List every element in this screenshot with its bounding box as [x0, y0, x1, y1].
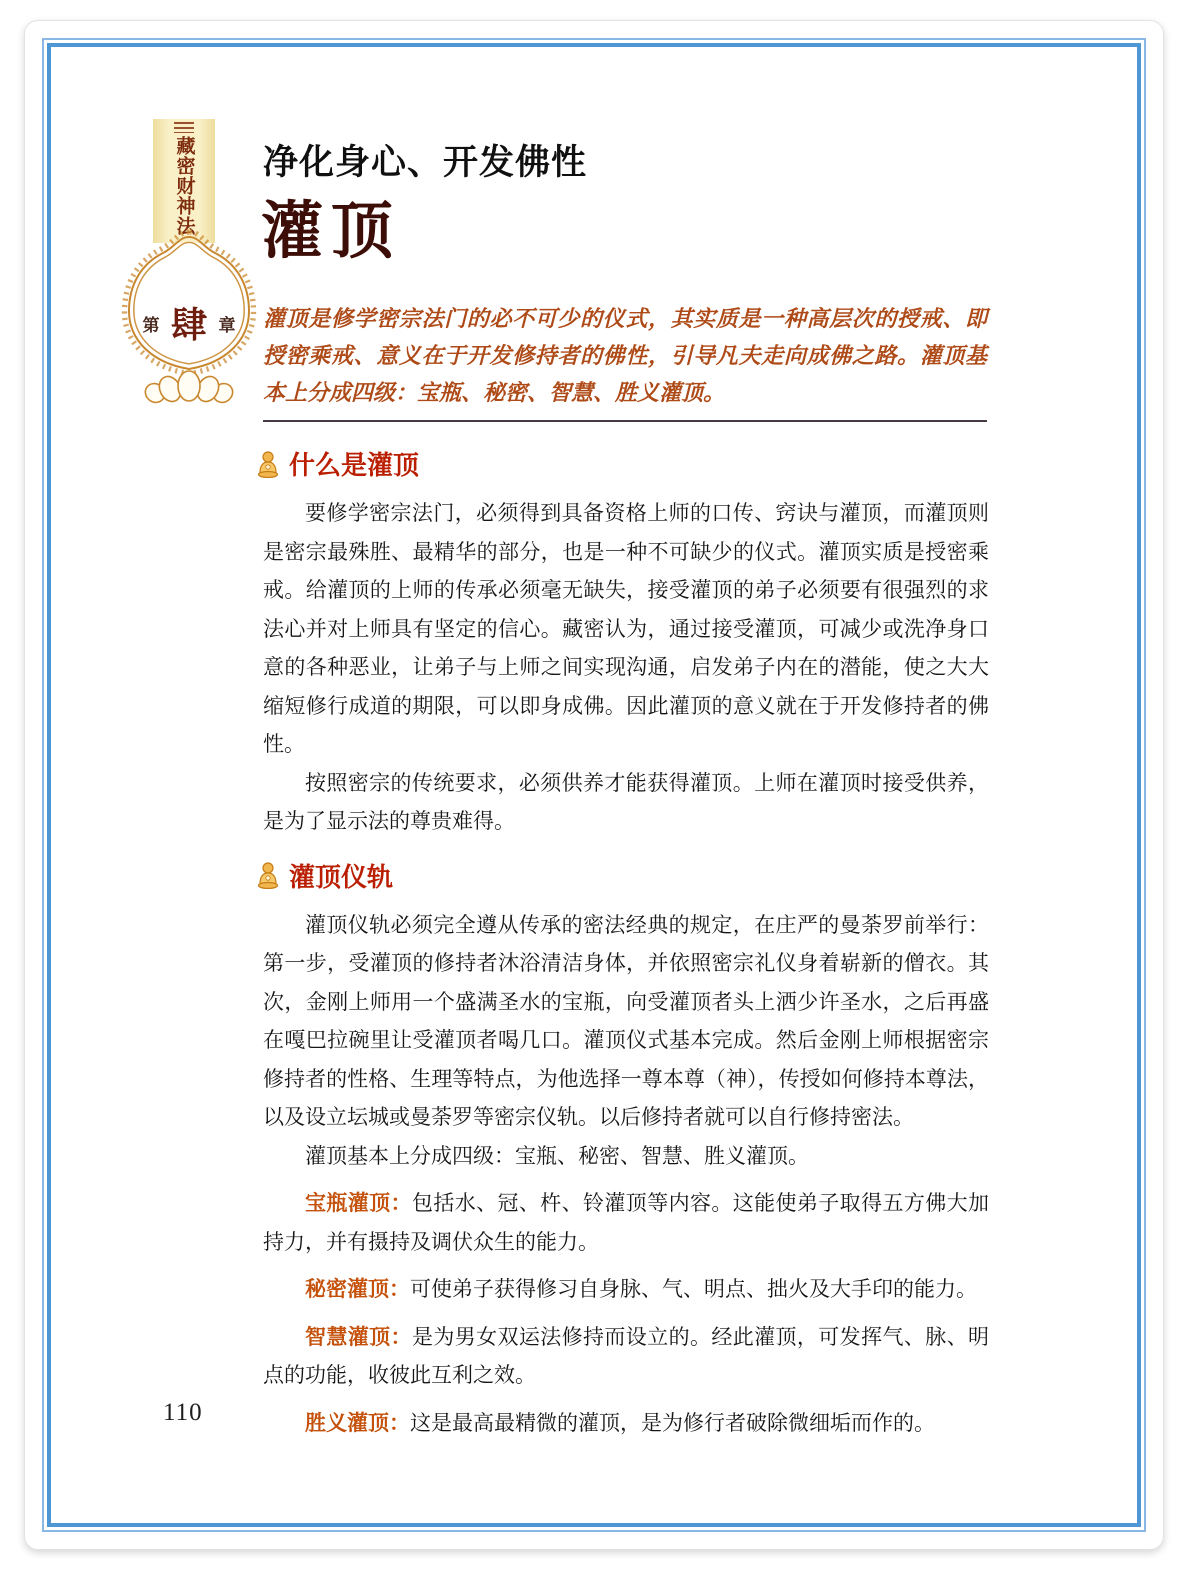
- paragraph: 灌顶仪轨必须完全遵从传承的密法经典的规定，在庄严的曼荼罗前举行：第一步，受灌顶的修持者沐浴清洁身体，并依照密宗礼仪身着崭新的僧衣。其次，金刚上师用一个盛满圣水的宝瓶，向受灌顶者头上洒少许圣水，之后再盛在嘎巴拉碗里让受灌顶者喝几口。灌顶仪式基本完成。然后金刚上师根据密宗修持者的性格、生理等特点，为他选择一尊本尊（神），传授如何修持本尊法，以及设立坛城或曼荼罗等密宗仪轨。以后修持者就可以自行修持密法。: [263, 912, 989, 1129]
- ribbon-series-title: 藏密财神法: [173, 136, 195, 236]
- paragraph: 灌顶基本上分成四级：宝瓶、秘密、智慧、胜义灌顶。: [305, 1143, 809, 1168]
- chapter-suffix: 章: [218, 316, 236, 335]
- buddha-lotus-icon: [257, 861, 279, 889]
- definition-term: 智慧灌顶：: [305, 1324, 412, 1349]
- section-heading-guanding-ritual: [257, 857, 989, 894]
- chapter-emblem: [111, 227, 267, 413]
- chapter-numeral: 肆: [170, 305, 208, 345]
- section-heading-what-is-guanding: [257, 445, 989, 482]
- definition-shengyi: [263, 1404, 989, 1443]
- paragraph: 按照密宗的传统要求，必须供养才能获得灌顶。上师在灌顶时接受供养，是为了显示法的尊贵难得。: [263, 770, 989, 833]
- page-subtitle: 净化身心、开发佛性: [263, 143, 588, 182]
- definition-zhihui: [263, 1318, 989, 1395]
- section-heading-label: 什么是灌顶: [289, 450, 420, 480]
- buddha-lotus-icon: [257, 450, 279, 478]
- ribbon-clipped-glyph: [174, 122, 194, 133]
- definition-term: 胜义灌顶：: [305, 1410, 410, 1435]
- section-heading-label: 灌顶仪轨: [289, 861, 394, 892]
- page-title: 灌顶: [261, 198, 402, 266]
- header-divider: [263, 420, 987, 422]
- definition-term: 宝瓶灌顶：: [305, 1191, 412, 1215]
- paragraph: 要修学密宗法门，必须得到具备资格上师的口传、窍诀与灌顶，而灌顶则是密宗最殊胜、最精华的部分，也是一种不可缺少的仪式。灌顶实质是授密乘戒。给灌顶的上师的传承必须毫无缺失，接受灌顶的弟子必须要有很强烈的求法心并对上师具有坚定的信心。藏密认为，通过接受灌顶，可减少或洗净身口意的各种恶业，让弟子与上师之间实现沟通，启发弟子内在的潜能，使之大大缩短修行成道的期限，可以即身成佛。因此灌顶的意义就在于开发修持者的佛性。: [263, 501, 989, 756]
- emblem-outline-outer: [129, 237, 249, 369]
- definition-text: 这是最高最精微的灌顶，是为修行者破除微细垢而作的。: [410, 1410, 935, 1435]
- chapter-intro: 灌顶是修学密宗法门的必不可少的仪式，其实质是一种高层次的授戒、即授密乘戒、意义在于开发修持者的佛性，引导凡夫走向成佛之路。灌顶基本上分成四级：宝瓶、秘密、智慧、胜义灌顶。: [263, 306, 987, 406]
- definition-text: 是为男女双运法修持而设立的。经此灌顶，可发挥气、脉、明点的功能，收彼此互利之效。: [263, 1324, 989, 1387]
- chapter-ribbon: [153, 119, 215, 243]
- article-body: [263, 445, 989, 1442]
- definition-mimi: [263, 1270, 989, 1309]
- definition-text: 可使弟子获得修习自身脉、气、明点、拙火及大手印的能力。: [410, 1277, 977, 1301]
- book-page: [24, 20, 1164, 1550]
- chapter-prefix: 第: [142, 316, 160, 335]
- lotus-ornament: [142, 371, 237, 406]
- definition-baoping: [263, 1184, 989, 1261]
- page-number: 110: [163, 1399, 203, 1426]
- emblem-fringe: [124, 232, 253, 374]
- definition-term: 秘密灌顶：: [305, 1277, 410, 1301]
- definition-text: 包括水、冠、杵、铃灌顶等内容。这能使弟子取得五方佛大加持力，并有摄持及调伏众生的能力。: [263, 1191, 989, 1254]
